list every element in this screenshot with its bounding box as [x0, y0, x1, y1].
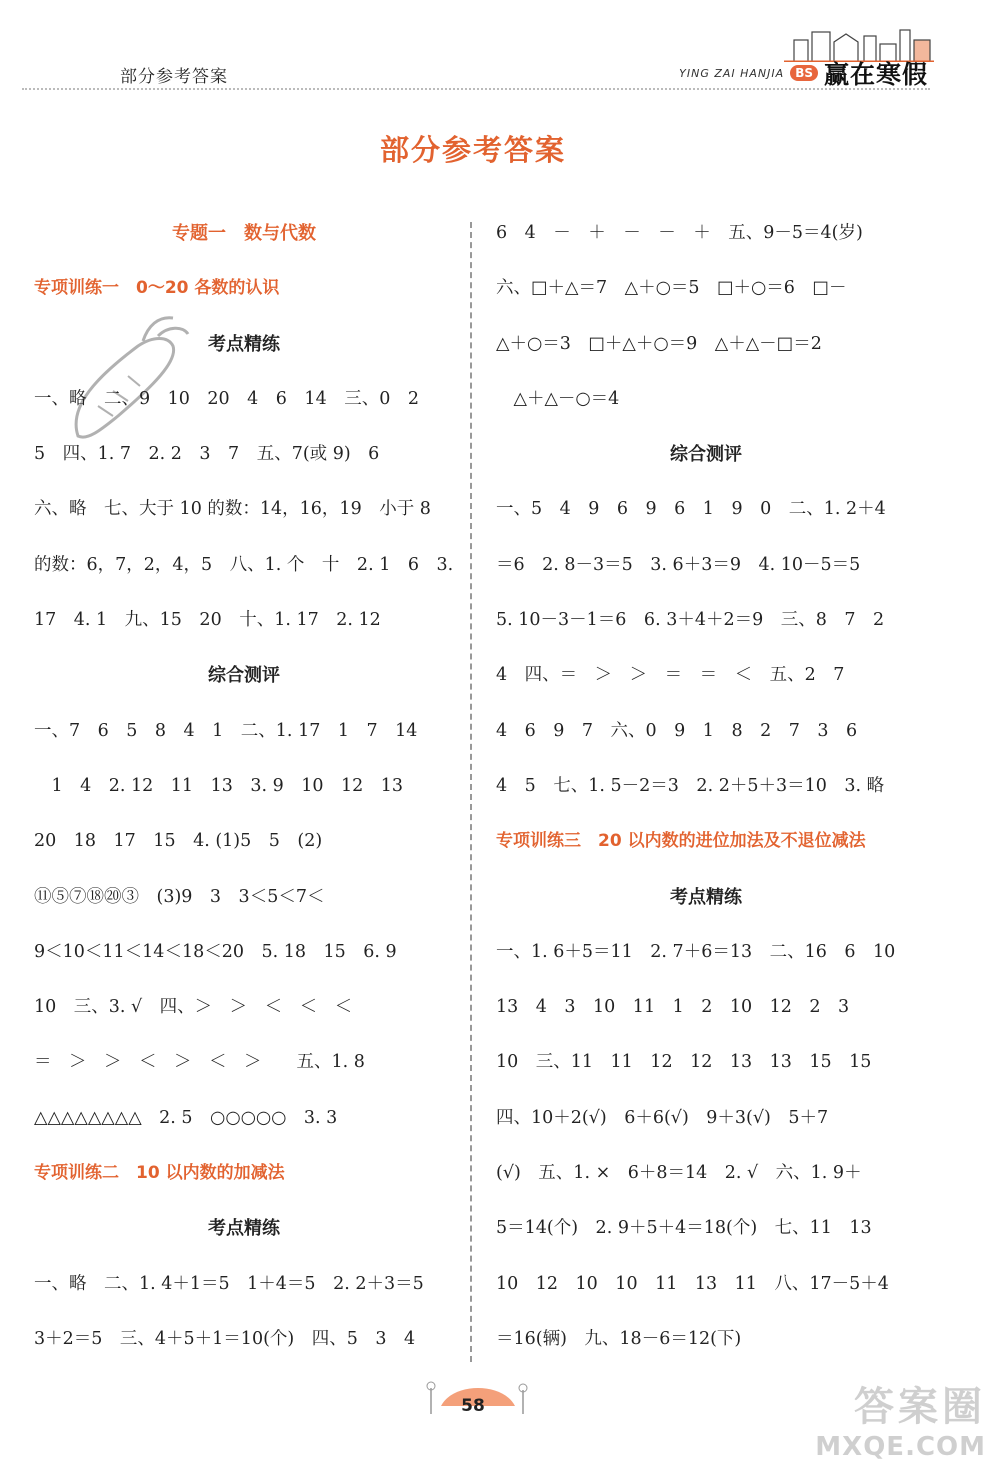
left-column — [34, 206, 454, 1367]
answer-line: 4 5 七、1. 5－2＝3 2. 2＋5＋3＝10 3. 略 — [496, 775, 885, 796]
subsection-heading: 综合测评 — [208, 665, 280, 687]
answer-line: 六、略 七、大于 10 的数：14，16，19 小于 8 — [34, 499, 431, 520]
answer-line: 1 4 2. 12 11 13 3. 9 10 12 13 — [34, 775, 404, 796]
page-number: 58 — [461, 1396, 485, 1416]
answer-line: △＋△－○＝4 — [496, 388, 620, 409]
edition-badge: BS — [790, 65, 818, 81]
answer-line: ＝6 2. 8－3＝5 3. 6＋3＝9 4. 10－5＝5 — [496, 554, 861, 575]
column-divider — [470, 222, 472, 1362]
topic-heading: 专题一 数与代数 — [172, 223, 316, 244]
answer-line: 5＝14(个) 2. 9＋5＋4＝18(个) 七、11 13 — [496, 1218, 872, 1239]
header-pinyin: YING ZAI HANJIA — [679, 66, 785, 80]
answer-line: 13 4 3 10 11 1 2 10 12 2 3 — [496, 997, 850, 1018]
answer-line: 3＋2＝5 三、4＋5＋1＝10(个) 四、5 3 4 — [34, 1328, 416, 1349]
section-heading: 专项训练二 10 以内数的加减法 — [34, 1163, 285, 1184]
subsection-heading: 综合测评 — [670, 444, 742, 466]
watermark — [815, 1375, 986, 1462]
answer-line: 一、7 6 5 8 4 1 二、1. 17 1 7 14 — [34, 720, 418, 741]
answer-line: 四、10＋2(√) 6＋6(√) 9＋3(√) 5＋7 — [496, 1107, 829, 1128]
brand-title: 赢在寒假 — [823, 60, 928, 89]
answer-line: ＝16(辆) 九、18－6＝12(下) — [496, 1328, 742, 1349]
subsection-heading: 考点精练 — [208, 333, 280, 355]
answer-line: ＝ ＞ ＞ ＜ ＞ ＜ ＞ 五、1. 8 — [34, 1052, 365, 1073]
header-section-title: 部分参考答案 — [120, 67, 228, 87]
answer-line: 10 三、3. √ 四、＞ ＞ ＜ ＜ ＜ — [34, 997, 353, 1018]
answer-line: 20 18 17 15 4. (1)5 5 (2) — [34, 831, 323, 852]
answer-line: △＋○＝3 □＋△＋○＝9 △＋△－□＝2 — [496, 333, 822, 354]
answer-line: (√) 五、1. × 6＋8＝14 2. √ 六、1. 9＋ — [496, 1163, 862, 1184]
answer-line: 17 4. 1 九、15 20 十、1. 17 2. 12 — [34, 610, 381, 631]
watermark-logo: 答案圈 — [854, 1384, 986, 1430]
answer-line: 6 4 － ＋ － － ＋ 五、9－5＝4(岁) — [496, 223, 863, 243]
answer-line: 4 6 9 7 六、0 9 1 8 2 7 3 6 — [496, 720, 858, 741]
answer-line: 一、略 二、9 10 20 4 6 14 三、0 2 — [34, 388, 419, 409]
answer-line: 一、略 二、1. 4＋1＝5 1＋4＝5 2. 2＋3＝5 — [34, 1273, 424, 1294]
right-column — [496, 206, 916, 1367]
subsection-heading: 考点精练 — [670, 886, 742, 908]
header-dotted-rule — [22, 88, 930, 90]
section-heading: 专项训练三 20 以内数的进位加法及不退位减法 — [496, 831, 866, 852]
page-title: 部分参考答案 — [379, 133, 566, 167]
answer-line: 10 三、11 11 12 12 13 13 15 15 — [496, 1052, 872, 1073]
answer-line: 的数：6，7，2，4，5 八、1. 个 十 2. 1 6 3. — [34, 554, 454, 575]
header-brand-area — [679, 58, 928, 88]
answer-line: 4 四、＝ ＞ ＞ ＝ ＝ ＜ 五、2 7 — [496, 665, 845, 686]
answer-line: 一、1. 6＋5＝11 2. 7＋6＝13 二、16 6 10 — [496, 941, 896, 962]
watermark-url: MXQE.COM — [815, 1432, 986, 1462]
answer-line: △△△△△△△△ 2. 5 ○○○○○ 3. 3 — [34, 1107, 338, 1128]
answer-line: 一、5 4 9 6 9 6 1 9 0 二、1. 2＋4 — [496, 499, 886, 520]
section-heading: 专项训练一 0～20 各数的认识 — [34, 278, 280, 299]
answer-line: 10 12 10 10 11 13 11 八、17－5＋4 — [496, 1273, 889, 1294]
subsection-heading: 考点精练 — [208, 1218, 280, 1240]
answer-line: ⑪⑤⑦⑱⑳③ (3)9 3 3＜5＜7＜ — [34, 886, 325, 907]
answer-line: 六、□＋△＝7 △＋○＝5 □＋○＝6 □－ — [496, 278, 847, 299]
answer-line: 9＜10＜11＜14＜18＜20 5. 18 15 6. 9 — [34, 941, 397, 962]
answer-line: 5. 10－3－1＝6 6. 3＋4＋2＝9 三、8 7 2 — [496, 610, 885, 631]
answer-line: 5 四、1. 7 2. 2 3 7 五、7(或 9) 6 — [34, 444, 380, 465]
